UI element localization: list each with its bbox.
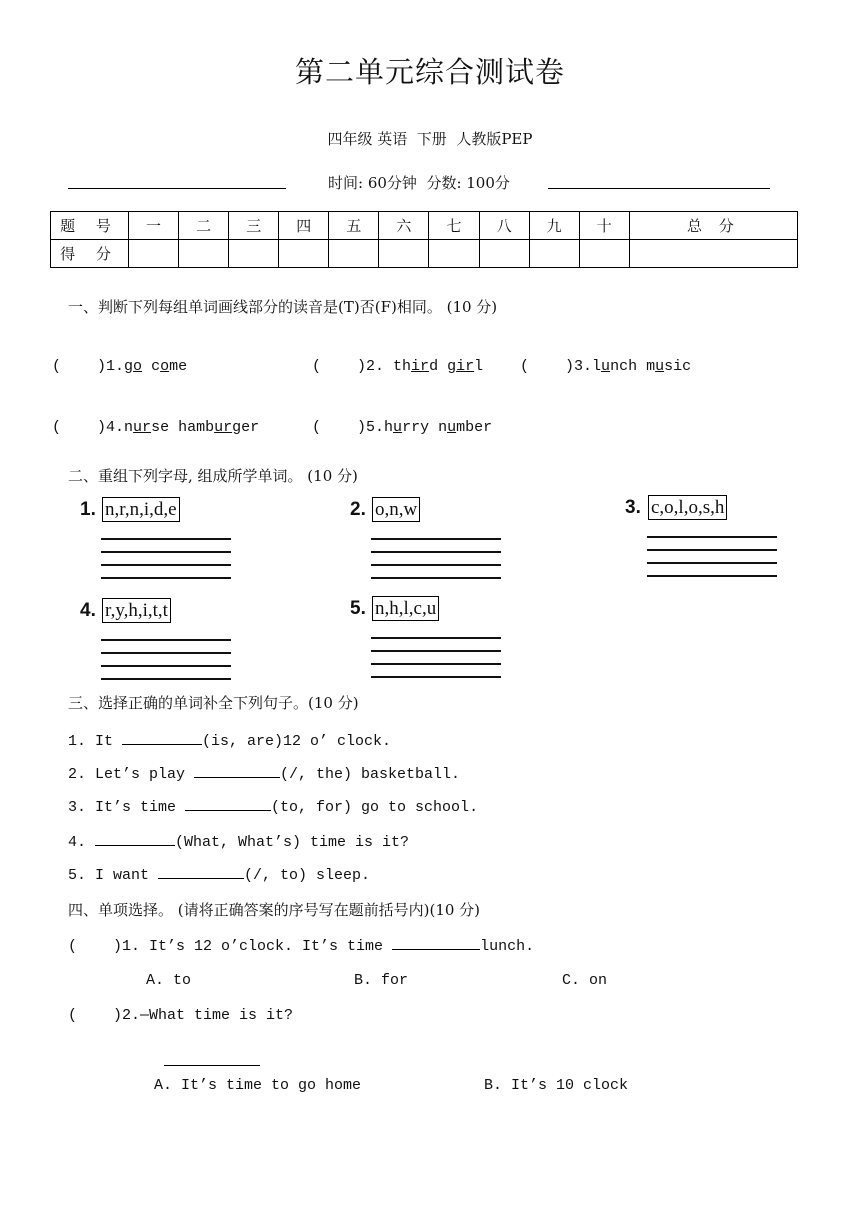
table-cell: 一 (129, 212, 179, 240)
answer-line[interactable] (101, 665, 231, 667)
word-number: 5. (350, 598, 366, 619)
answer-paren[interactable]: ( ) (52, 358, 107, 375)
answer-blank[interactable] (194, 764, 280, 778)
sentence-end: (/, to) sleep. (244, 867, 371, 884)
answer-line[interactable] (647, 549, 777, 551)
item-number: 3. (574, 358, 593, 375)
table-cell: 得 分 (51, 240, 129, 268)
question-text: lunch. (480, 938, 535, 955)
score-cell[interactable] (229, 240, 279, 268)
word-part: se hamb (151, 419, 215, 436)
table-row (51, 240, 798, 268)
letter-box: n,h,l,c,u (372, 596, 439, 621)
answer-blank[interactable] (95, 832, 175, 846)
fill-item (68, 865, 370, 884)
section-heading: 一、判断下列每组单词画线部分的读音是(T)否(F)相同。 (10 分) (68, 298, 498, 316)
word-part: h (384, 419, 394, 436)
option-a[interactable]: A. to (146, 972, 192, 989)
judge-item (520, 358, 691, 375)
word-part: rry n (402, 419, 448, 436)
score-cell[interactable] (279, 240, 329, 268)
section-heading: 二、重组下列字母, 组成所学单词。 (10 分) (68, 467, 358, 485)
sentence-start: 4. (68, 834, 96, 851)
word-part: th (384, 358, 412, 375)
score-table (50, 211, 798, 268)
score-cell[interactable] (379, 240, 429, 268)
answer-blank[interactable] (122, 731, 202, 745)
score-cell[interactable] (429, 240, 479, 268)
word-number: 1. (80, 499, 96, 520)
word-part: l (592, 358, 602, 375)
word-number: 4. (80, 600, 96, 621)
letter-box: c,o,l,o,s,h (648, 495, 727, 520)
word-part: me (169, 358, 188, 375)
answer-line[interactable] (371, 564, 501, 566)
time-score-info: 时间: 60分钟 分数: 100分 (328, 174, 510, 192)
sentence-start: 1. It (68, 733, 123, 750)
answer-line[interactable] (371, 577, 501, 579)
underlined-part: o (160, 358, 170, 375)
answer-line[interactable] (101, 639, 231, 641)
sentence-start: 3. It’s time (68, 799, 186, 816)
answer-line[interactable] (101, 551, 231, 553)
answer-paren[interactable]: ( ) (52, 419, 107, 436)
sentence-end: (is, are)12 o’ clock. (202, 733, 392, 750)
letter-box: n,r,n,i,d,e (102, 497, 180, 522)
table-cell: 题 号 (51, 212, 129, 240)
table-cell: 七 (429, 212, 479, 240)
score-cell[interactable] (529, 240, 579, 268)
score-cell[interactable] (629, 240, 797, 268)
word-number: 3. (625, 497, 641, 518)
option-b[interactable]: B. It’s 10 clock (484, 1077, 629, 1094)
underlined-part: o (133, 358, 143, 375)
underlined-part: u (447, 419, 457, 436)
word-part: mber (456, 419, 493, 436)
answer-blank[interactable] (392, 936, 480, 950)
answer-line[interactable] (371, 650, 501, 652)
table-cell: 四 (279, 212, 329, 240)
table-cell: 八 (479, 212, 529, 240)
answer-line[interactable] (371, 663, 501, 665)
word-part: nch m (610, 358, 656, 375)
sentence-end: (to, for) go to school. (271, 799, 479, 816)
option-c[interactable]: C. on (562, 972, 608, 989)
page-title: 第二单元综合测试卷 (294, 55, 565, 89)
answer-line[interactable] (101, 538, 231, 540)
choice-question (68, 1007, 293, 1024)
table-cell: 十 (579, 212, 629, 240)
letter-box: o,n,w (372, 497, 420, 522)
judge-item (52, 358, 187, 375)
answer-line[interactable] (101, 564, 231, 566)
word-number: 2. (350, 499, 366, 520)
answer-line[interactable] (371, 551, 501, 553)
choice-question (68, 936, 534, 955)
table-cell: 九 (529, 212, 579, 240)
word-part: c (142, 358, 161, 375)
answer-line[interactable] (371, 637, 501, 639)
score-blank-line (548, 188, 770, 189)
answer-blank[interactable] (185, 797, 271, 811)
answer-paren[interactable]: ( ) (520, 358, 575, 375)
letter-box: r,y,h,i,t,t (102, 598, 171, 623)
score-cell[interactable] (479, 240, 529, 268)
answer-paren[interactable]: ( ) (68, 1007, 123, 1024)
score-cell[interactable] (179, 240, 229, 268)
fill-item (68, 731, 391, 750)
word-part: sic (664, 358, 692, 375)
word-part: d g (429, 358, 457, 375)
option-a[interactable]: A. It’s time to go home (154, 1077, 362, 1094)
question-text: 1. It’s 12 o’clock. It’s time (122, 938, 393, 955)
sentence-end: (/, the) basketball. (280, 766, 461, 783)
word-part: ger (232, 419, 260, 436)
fill-item (68, 797, 478, 816)
answer-paren[interactable]: ( ) (312, 419, 367, 436)
sentence-end: (What, What’s) time is it? (175, 834, 410, 851)
table-row (51, 212, 798, 240)
table-cell: 三 (229, 212, 279, 240)
answer-line[interactable] (101, 678, 231, 680)
page-subtitle: 四年级 英语 下册 人教版PEP (327, 130, 533, 148)
option-b[interactable]: B. for (354, 972, 409, 989)
score-cell[interactable] (329, 240, 379, 268)
word-part: l (474, 358, 484, 375)
answer-blank[interactable] (158, 865, 244, 879)
fill-item (68, 832, 409, 851)
item-number: 4. (106, 419, 125, 436)
answer-line[interactable] (647, 536, 777, 538)
item-number: 1. (106, 358, 125, 375)
underlined-part: ir (411, 358, 430, 375)
answer-line[interactable] (101, 577, 231, 579)
sentence-start: 2. Let’s play (68, 766, 195, 783)
answer-paren[interactable]: ( ) (68, 938, 123, 955)
question-text: 2.—What time is it? (122, 1007, 294, 1024)
sentence-start: 5. I want (68, 867, 159, 884)
score-cell[interactable] (129, 240, 179, 268)
fill-item (68, 764, 460, 783)
answer-line[interactable] (647, 575, 777, 577)
word-part: n (124, 419, 134, 436)
judge-item (312, 358, 483, 375)
underlined-part: ur (214, 419, 233, 436)
answer-paren[interactable]: ( ) (312, 358, 367, 375)
section-heading: 三、选择正确的单词补全下列句子。(10 分) (68, 694, 359, 712)
underlined-part: u (601, 358, 611, 375)
answer-line[interactable] (371, 538, 501, 540)
answer-line[interactable] (101, 652, 231, 654)
underlined-part: ur (133, 419, 152, 436)
table-cell: 五 (329, 212, 379, 240)
judge-item (52, 419, 259, 436)
name-blank-line (68, 188, 286, 189)
underlined-part: ir (456, 358, 475, 375)
judge-item (312, 419, 492, 436)
section-heading: 四、单项选择。 (请将正确答案的序号写在题前括号内)(10 分) (68, 901, 481, 919)
answer-blank[interactable] (164, 1065, 260, 1066)
item-number: 5. (366, 419, 385, 436)
answer-line[interactable] (647, 562, 777, 564)
answer-line[interactable] (371, 676, 501, 678)
table-cell: 总 分 (629, 212, 797, 240)
item-number: 2. (366, 358, 385, 375)
underlined-part: u (393, 419, 403, 436)
table-cell: 六 (379, 212, 429, 240)
word-part: g (124, 358, 134, 375)
table-cell: 二 (179, 212, 229, 240)
score-cell[interactable] (579, 240, 629, 268)
underlined-part: u (655, 358, 665, 375)
